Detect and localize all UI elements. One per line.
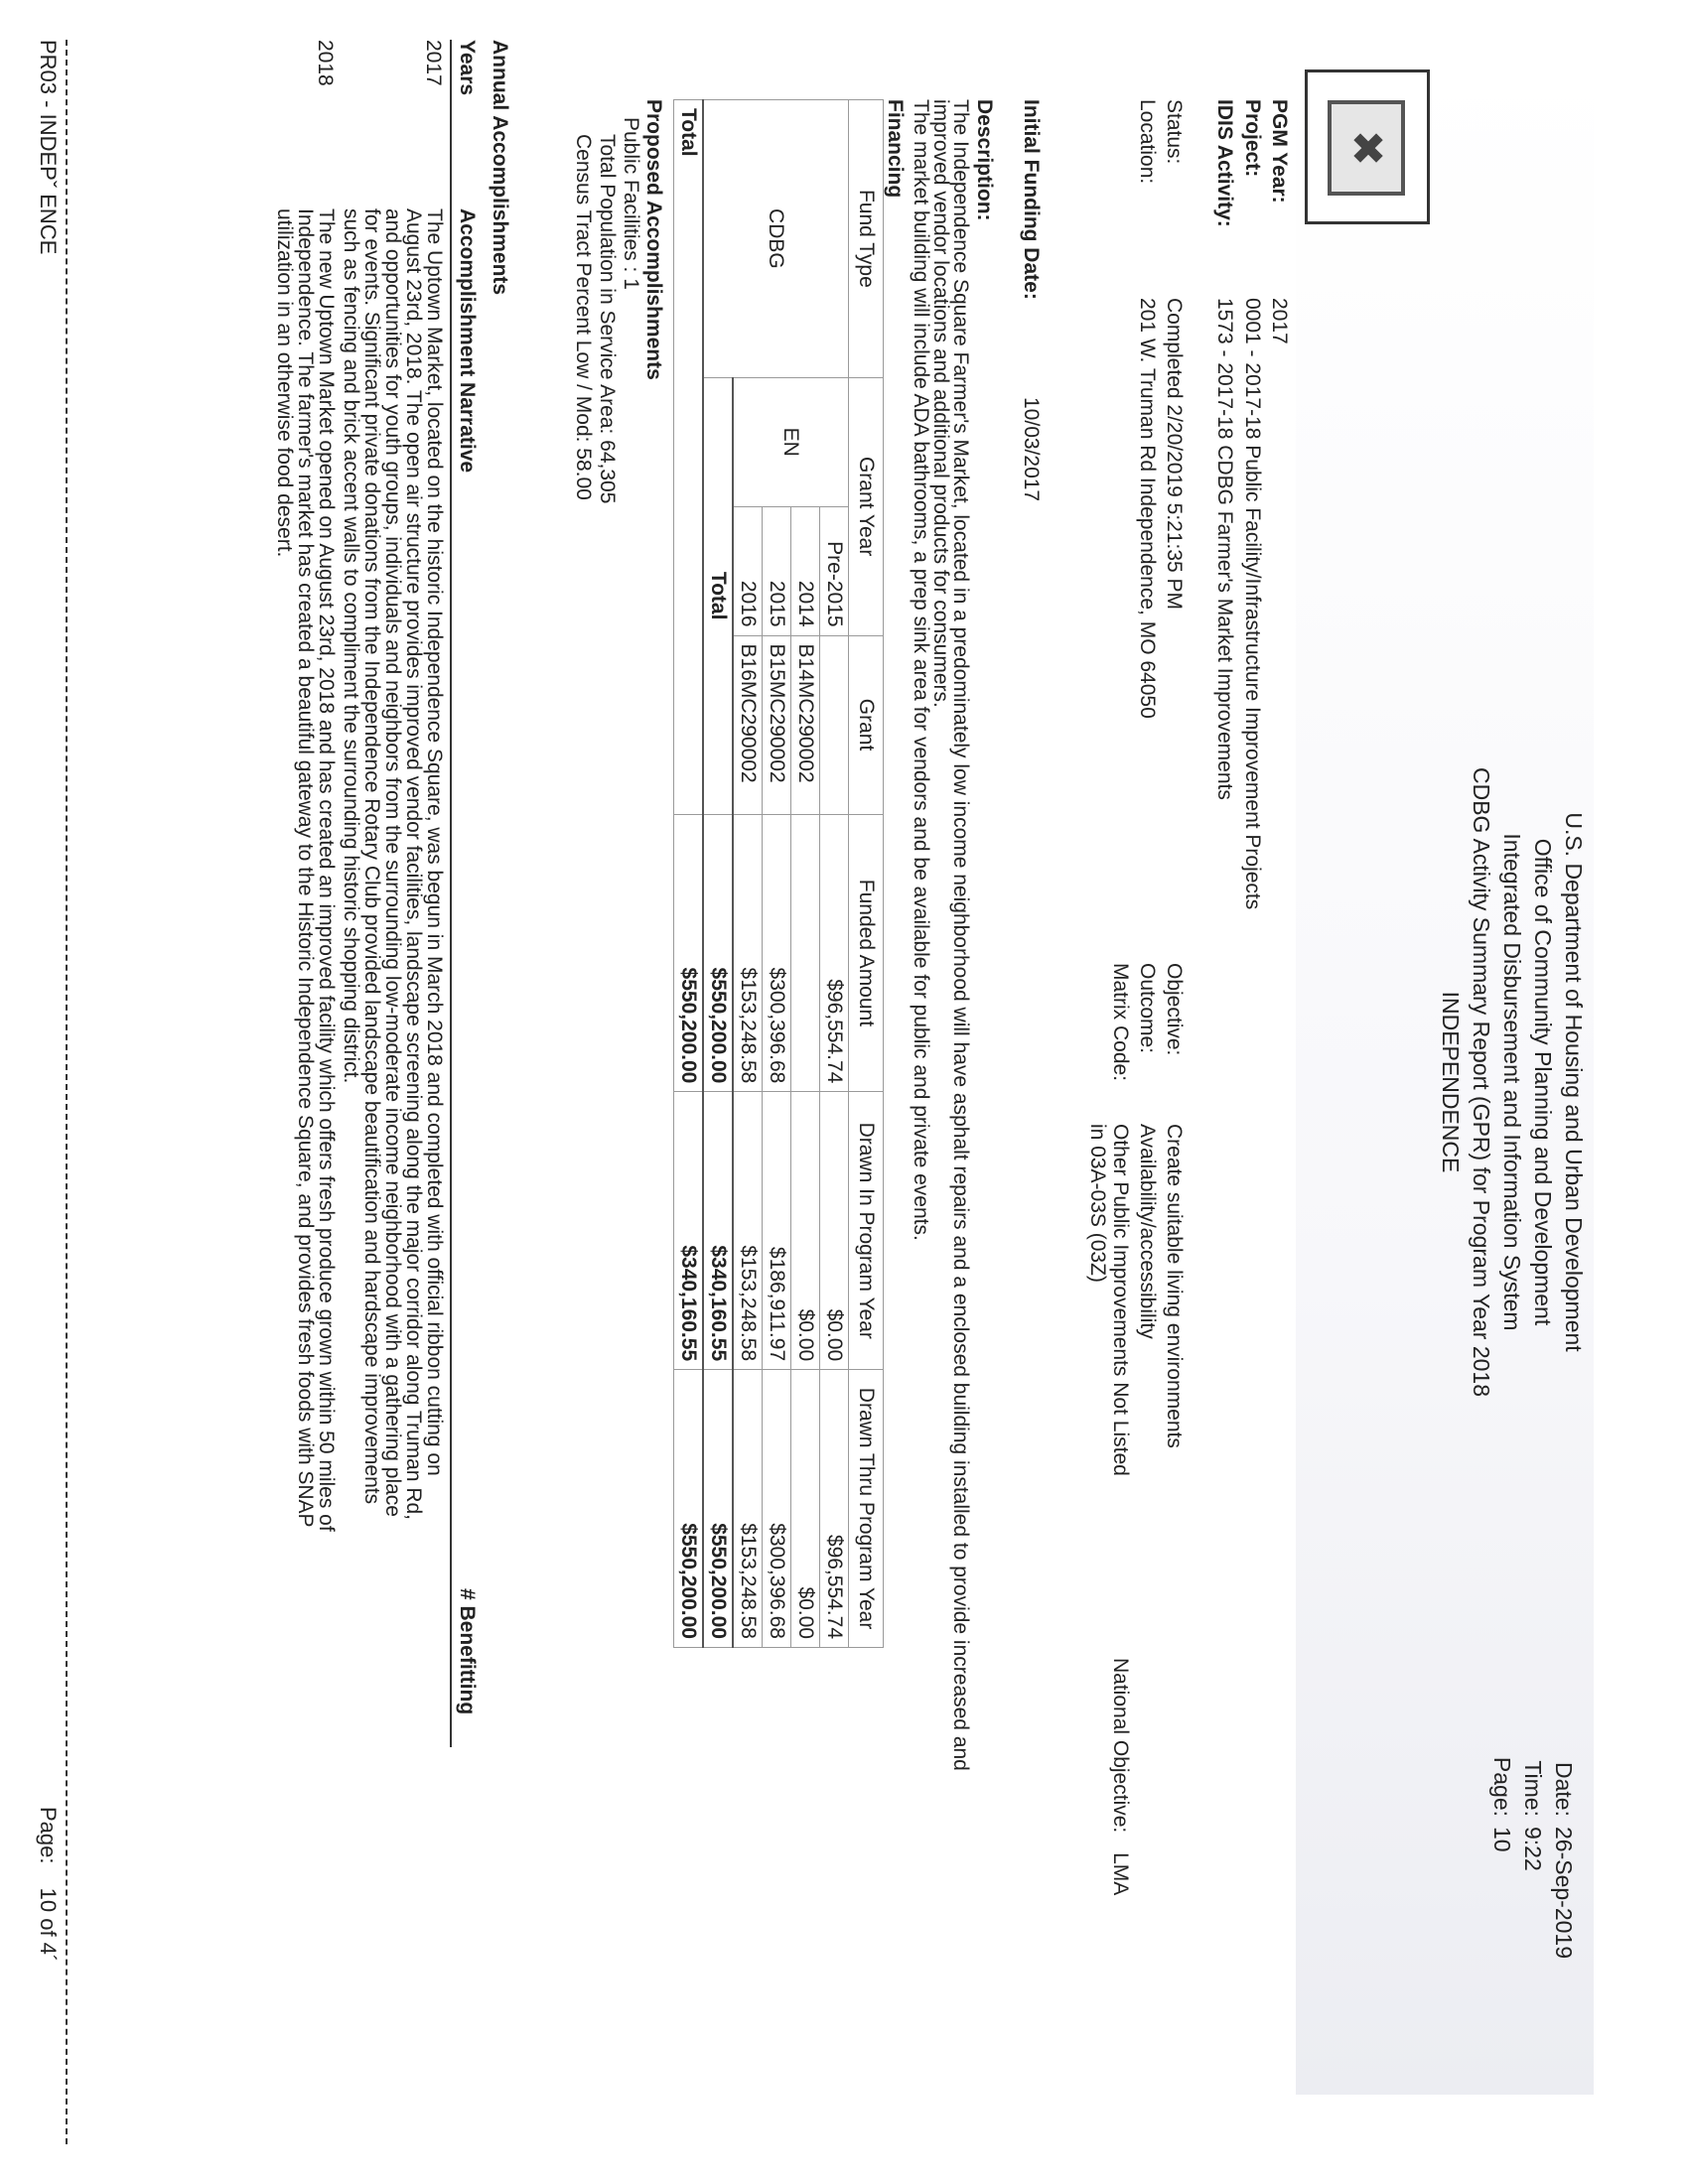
pgm-year-value: 2017 xyxy=(1268,298,1291,344)
grand-total-drawn-in: $340,160.55 xyxy=(674,1092,704,1370)
accomplishment-year: 2018 xyxy=(314,40,337,86)
description-line: improved vendor locations and additional products for consumers. xyxy=(929,99,952,708)
national-objective-value: LMA xyxy=(1109,1852,1132,1896)
narrative-line: The new Uptown Market opened on August 23rd, 2018 and has created an improved facility which offers fresh produce grown within 50 miles of xyxy=(315,208,338,1532)
idis-activity-row xyxy=(1212,99,1236,800)
funded-cell: $300,396.68 xyxy=(763,814,791,1092)
drawn-thru-cell: $0.00 xyxy=(791,1370,820,1648)
header-line: INDEPENDENCE xyxy=(1438,991,1464,1173)
drawn-in-cell: $153,248.58 xyxy=(733,1092,763,1370)
idis-activity-value: 1573 - 2017-18 CDBG Farmer's Market Improvements xyxy=(1213,298,1236,800)
header-line: CDBG Activity Summary Report (GPR) for Program Year 2018 xyxy=(1469,767,1494,1397)
col-years: Years xyxy=(456,40,479,96)
footer-page xyxy=(36,1807,60,1962)
header-line: U.S. Department of Housing and Urban Development xyxy=(1561,812,1587,1352)
narrative-line: August 23rd, 2018. The open air structure provides improved vendor facilities, landscape screening along the major corridor along Truman Rd, xyxy=(402,208,425,1521)
accomplishment-narrative xyxy=(341,208,445,1658)
page-label: Page: xyxy=(1489,1756,1515,1817)
narrative-line: such as fencing and brick accent walls to compliment the surrounding historic shopping district. xyxy=(340,208,362,1084)
grant-cell xyxy=(820,635,849,814)
description-line: The Independence Square Farmer's Market, located in a predominately low income neighborhood will have asphalt repairs and a enclosed building installed to provide increased and xyxy=(949,99,972,1771)
matrix-code-label: Matrix Code: xyxy=(1109,963,1132,1082)
date-label: Date: xyxy=(1551,1762,1577,1817)
narrative-line: Independence. The farmer's market has created a beautiful gateway to the Historic Independence Square, and provides fresh foods with SNAP xyxy=(294,208,317,1528)
footer-page-value: 10 of 4´ xyxy=(36,1887,61,1963)
initial-funding-row xyxy=(1019,99,1043,501)
col-narrative: Accomplishment Narrative xyxy=(456,208,479,474)
narrative-line: utilization in an otherwise food desert. xyxy=(273,208,296,558)
narrative-line: The Uptown Market, located on the historic Independence Square, was begun in March 2018 and completed with official ribbon cutting on xyxy=(423,208,446,1476)
col-grant-year: Grant Year xyxy=(849,377,884,635)
time-label: Time: xyxy=(1520,1760,1546,1817)
description-line: The market building will include ADA bathrooms, a prep sink area for vendors and be available for public and private events. xyxy=(910,99,932,1241)
objective-label: Objective: xyxy=(1163,963,1186,1056)
col-funded-amount: Funded Amount xyxy=(849,814,884,1092)
report-meta xyxy=(1486,1747,1579,1959)
proposed-line: Census Tract Percent Low / Mod: 58.00 xyxy=(572,134,595,500)
funded-cell: $153,248.58 xyxy=(733,814,763,1092)
narrative-line: for events. Significant private donations from the Independence Rotary Club provided landscape beautification and hardscape improvements xyxy=(360,208,383,1505)
outcome-value: Availability/accessibility xyxy=(1136,1124,1159,1339)
col-benefitting: # Benefitting xyxy=(456,1588,479,1715)
matrix-code-value: Other Public Improvements Not Listed xyxy=(1109,1124,1132,1476)
financing-table xyxy=(673,99,884,1648)
project-label: Project: xyxy=(1241,99,1264,178)
financing-heading: Financing xyxy=(884,99,907,199)
objective-value: Create suitable living environments xyxy=(1163,1124,1186,1448)
project-row xyxy=(1240,99,1264,909)
cdbg-total-label: Total xyxy=(703,377,733,814)
initial-funding-label: Initial Funding Date: xyxy=(1020,99,1043,300)
accomplishment-year: 2017 xyxy=(422,40,445,86)
drawn-in-cell: $186,911.97 xyxy=(763,1092,791,1370)
footer-rule xyxy=(66,40,68,2144)
grant-cell: B15MC290002 xyxy=(763,635,791,814)
grand-total-funded: $550,200.00 xyxy=(674,814,704,1092)
grant-cell: B14MC290002 xyxy=(791,635,820,814)
idis-activity-label: IDIS Activity: xyxy=(1213,99,1236,227)
funded-cell: $96,554.74 xyxy=(820,814,849,1092)
fund-type-cell: CDBG xyxy=(703,100,849,378)
narrative-line: and opportunities for youth groups, individuals and neighbors from the surrounding low-moderate income neighborhood with a gathering place xyxy=(381,208,404,1517)
status-row xyxy=(1162,99,1186,610)
date-value: 26-Sep-2019 xyxy=(1551,1827,1577,1959)
status-value: Completed 2/20/2019 5:21:35 PM xyxy=(1163,298,1186,611)
grand-total-row xyxy=(674,100,704,1648)
cdbg-total-drawn-thru: $550,200.00 xyxy=(703,1370,733,1648)
fund-code-cell: EN xyxy=(733,377,849,506)
hud-seal-icon: ✖ xyxy=(1328,100,1405,196)
objective-row xyxy=(1162,963,1186,1448)
proposed-heading: Proposed Accomplishments xyxy=(642,99,665,380)
grant-year-cell: 2014 xyxy=(791,506,820,635)
header-line: Integrated Disbursement and Information System xyxy=(1499,833,1525,1331)
initial-funding-value: 10/03/2017 xyxy=(1020,397,1043,502)
report-header xyxy=(1435,536,1589,1628)
location-label: Location: xyxy=(1136,99,1159,185)
col-drawn-in: Drawn In Program Year xyxy=(849,1092,884,1370)
matrix-code-row xyxy=(1108,963,1132,1476)
outcome-row xyxy=(1135,963,1159,1339)
grant-year-cell: 2016 xyxy=(733,506,763,635)
pgm-year-label: PGM Year: xyxy=(1268,99,1291,204)
col-fund-type: Fund Type xyxy=(849,100,884,378)
accomplishment-narrative xyxy=(274,208,337,1658)
page-value: 10 xyxy=(1489,1827,1515,1852)
project-value: 0001 - 2017-18 Public Facility/Infrastructure Improvement Projects xyxy=(1241,298,1264,910)
footer-report-id: PR03 - INDEPˇ ENCE xyxy=(36,40,61,255)
time-value: 9:22 xyxy=(1520,1827,1546,1871)
national-objective-label: National Objective: xyxy=(1109,1658,1132,1834)
drawn-in-cell: $0.00 xyxy=(820,1092,849,1370)
location-row xyxy=(1135,99,1159,719)
table-row xyxy=(820,100,849,1648)
grant-year-cell: 2015 xyxy=(763,506,791,635)
grant-cell: B16MC290002 xyxy=(733,635,763,814)
drawn-in-cell: $0.00 xyxy=(791,1092,820,1370)
annual-heading: Annual Accomplishments xyxy=(489,40,511,296)
header-line: Office of Community Planning and Development xyxy=(1530,838,1556,1326)
location-value: 201 W. Truman Rd Independence, MO 64050 xyxy=(1136,298,1159,719)
grand-total-label: Total xyxy=(674,100,704,815)
footer-page-label: Page: xyxy=(36,1807,61,1864)
col-drawn-thru: Drawn Thru Program Year xyxy=(849,1370,884,1648)
cdbg-total-drawn-in: $340,160.55 xyxy=(703,1092,733,1370)
pgm-year-row xyxy=(1267,99,1291,344)
national-objective-row xyxy=(1108,1658,1132,1895)
hud-logo xyxy=(1305,69,1430,224)
grand-total-drawn-thru: $550,200.00 xyxy=(674,1370,704,1648)
proposed-line: Total Population in Service Area: 64,305 xyxy=(596,134,619,504)
outcome-label: Outcome: xyxy=(1136,963,1159,1054)
status-label: Status: xyxy=(1163,99,1186,165)
col-grant: Grant xyxy=(849,635,884,814)
proposed-line: Public Facilities : 1 xyxy=(620,117,642,290)
drawn-thru-cell: $153,248.58 xyxy=(733,1370,763,1648)
description-heading: Description: xyxy=(973,99,996,221)
drawn-thru-cell: $96,554.74 xyxy=(820,1370,849,1648)
annual-divider xyxy=(450,40,452,1747)
grant-year-cell: Pre-2015 xyxy=(820,506,849,635)
cdbg-total-funded: $550,200.00 xyxy=(703,814,733,1092)
matrix-code-continuation: in 03A-03S (03Z) xyxy=(1086,1124,1109,1283)
financing-header-row xyxy=(849,100,884,1648)
drawn-thru-cell: $300,396.68 xyxy=(763,1370,791,1648)
funded-cell xyxy=(791,814,820,1092)
